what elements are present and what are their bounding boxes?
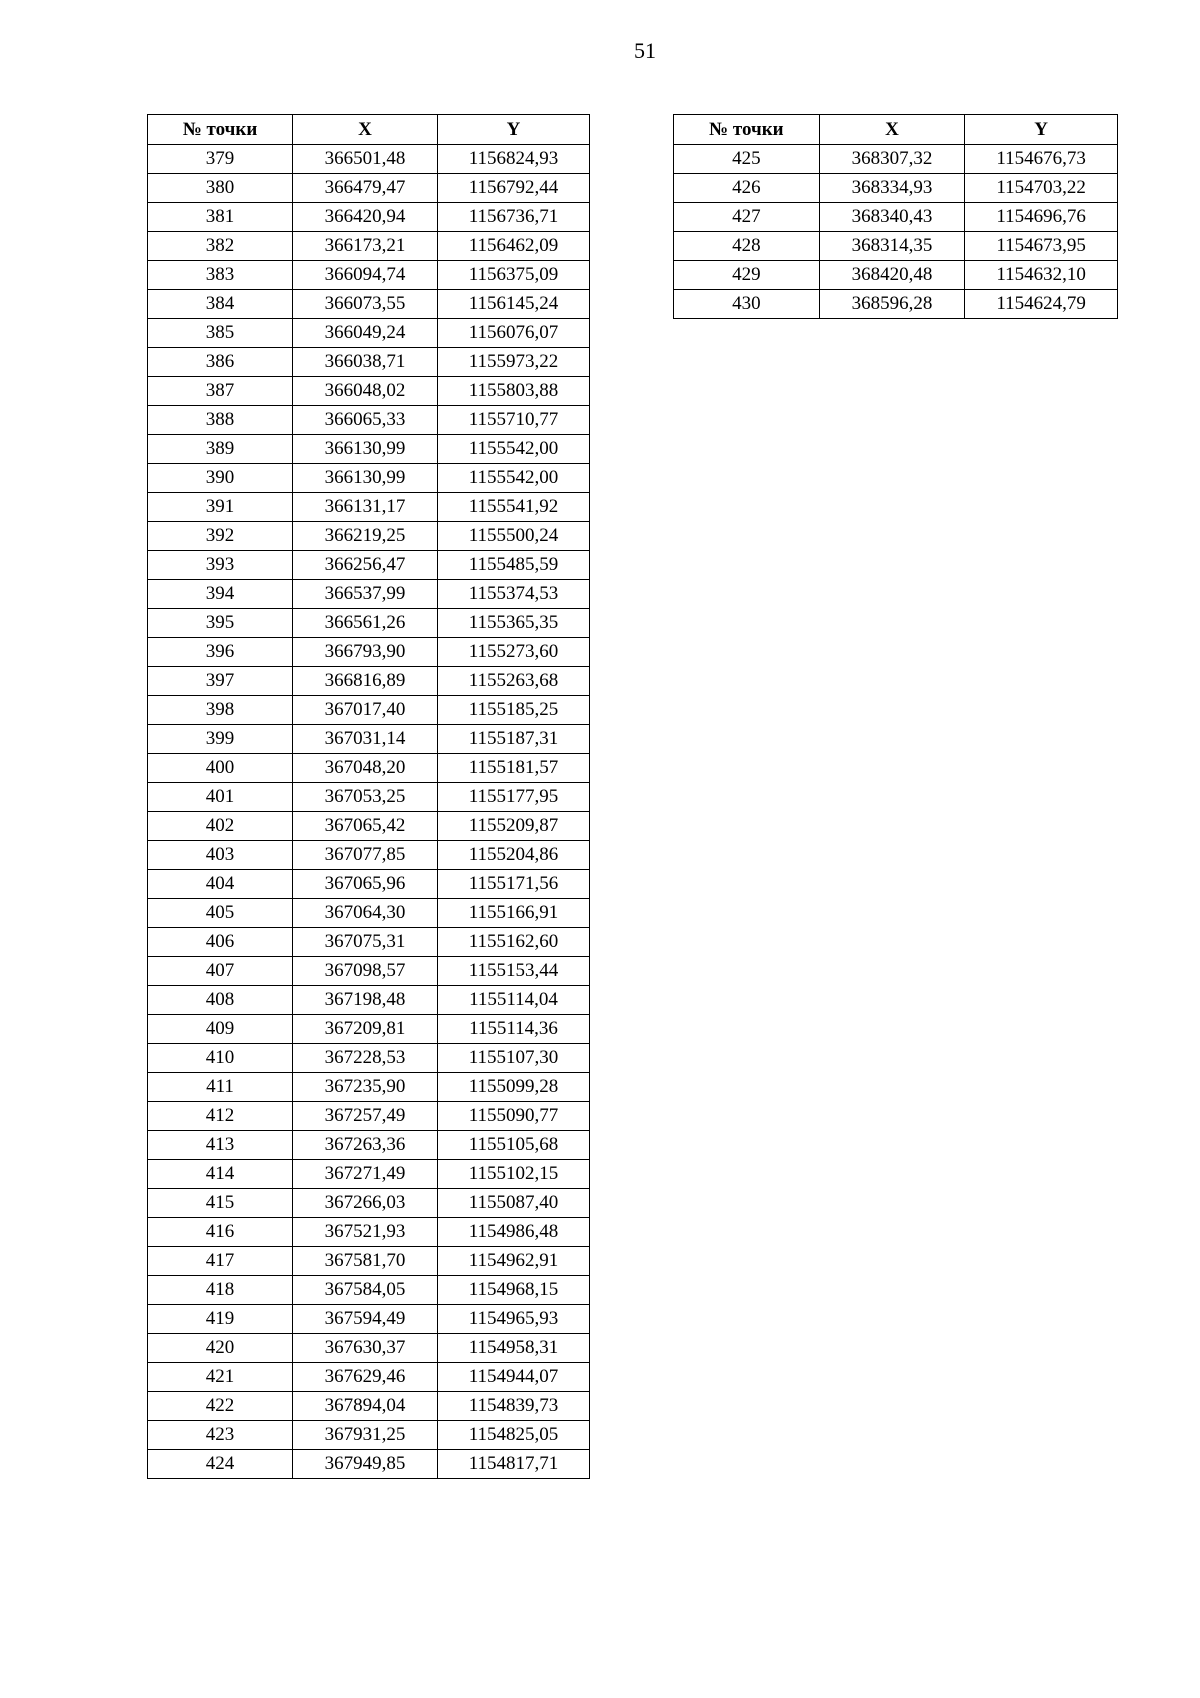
table-row [148,435,590,464]
cell-point-number: 409 [148,1015,293,1044]
table-row [148,841,590,870]
column-header-y: Y [438,115,590,145]
cell-x: 367017,40 [293,696,438,725]
cell-y: 1156076,07 [438,319,590,348]
cell-x: 367584,05 [293,1276,438,1305]
table-row [148,986,590,1015]
cell-y: 1154958,31 [438,1334,590,1363]
table-row [148,1102,590,1131]
table-row [148,725,590,754]
cell-y: 1154703,22 [965,174,1118,203]
column-header-x: X [819,115,965,145]
table-row [148,696,590,725]
cell-x: 367949,85 [293,1450,438,1479]
coordinates-table-right-body [674,145,1118,319]
table-row [148,1131,590,1160]
cell-point-number: 392 [148,522,293,551]
coordinates-table-left-body [148,145,590,1479]
cell-x: 366793,90 [293,638,438,667]
cell-y: 1154632,10 [965,261,1118,290]
cell-y: 1155153,44 [438,957,590,986]
cell-x: 367065,42 [293,812,438,841]
cell-y: 1155803,88 [438,377,590,406]
cell-x: 367271,49 [293,1160,438,1189]
table-row [148,1421,590,1450]
cell-point-number: 428 [674,232,820,261]
cell-point-number: 402 [148,812,293,841]
column-header-point: № точки [674,115,820,145]
cell-y: 1155087,40 [438,1189,590,1218]
cell-x: 367629,46 [293,1363,438,1392]
cell-x: 366173,21 [293,232,438,261]
cell-y: 1155166,91 [438,899,590,928]
cell-point-number: 416 [148,1218,293,1247]
cell-point-number: 404 [148,870,293,899]
cell-y: 1155973,22 [438,348,590,377]
cell-x: 366130,99 [293,464,438,493]
table-row [148,812,590,841]
cell-y: 1155107,30 [438,1044,590,1073]
cell-y: 1155102,15 [438,1160,590,1189]
table-row [674,261,1118,290]
cell-point-number: 411 [148,1073,293,1102]
cell-x: 366049,24 [293,319,438,348]
cell-y: 1155710,77 [438,406,590,435]
column-header-y: Y [965,115,1118,145]
cell-point-number: 403 [148,841,293,870]
cell-point-number: 380 [148,174,293,203]
cell-point-number: 393 [148,551,293,580]
cell-x: 367077,85 [293,841,438,870]
table-row [148,1189,590,1218]
cell-x: 367209,81 [293,1015,438,1044]
table-row [148,783,590,812]
table-row [148,261,590,290]
cell-x: 366219,25 [293,522,438,551]
cell-point-number: 384 [148,290,293,319]
cell-y: 1155500,24 [438,522,590,551]
cell-point-number: 423 [148,1421,293,1450]
table-row [148,1044,590,1073]
cell-y: 1155541,92 [438,493,590,522]
table-row [148,754,590,783]
cell-point-number: 425 [674,145,820,174]
cell-x: 368314,35 [819,232,965,261]
cell-x: 367266,03 [293,1189,438,1218]
cell-point-number: 424 [148,1450,293,1479]
cell-x: 367228,53 [293,1044,438,1073]
cell-point-number: 417 [148,1247,293,1276]
cell-point-number: 413 [148,1131,293,1160]
cell-x: 366501,48 [293,145,438,174]
cell-y: 1155181,57 [438,754,590,783]
table-row [148,1015,590,1044]
table-row [148,522,590,551]
table-row [148,667,590,696]
cell-point-number: 397 [148,667,293,696]
cell-x: 367894,04 [293,1392,438,1421]
cell-point-number: 427 [674,203,820,232]
page-number: 51 [634,38,656,63]
cell-x: 367630,37 [293,1334,438,1363]
cell-x: 367064,30 [293,899,438,928]
table-row [148,1218,590,1247]
table-row [148,348,590,377]
coordinates-table-left [147,114,590,1479]
table-row [148,319,590,348]
table-row [148,609,590,638]
cell-y: 1155542,00 [438,435,590,464]
cell-y: 1155114,36 [438,1015,590,1044]
cell-y: 1155187,31 [438,725,590,754]
cell-x: 367235,90 [293,1073,438,1102]
table-row [674,290,1118,319]
cell-point-number: 386 [148,348,293,377]
table-row [148,957,590,986]
cell-x: 368340,43 [819,203,965,232]
cell-point-number: 429 [674,261,820,290]
cell-y: 1154962,91 [438,1247,590,1276]
cell-y: 1154817,71 [438,1450,590,1479]
cell-x: 367098,57 [293,957,438,986]
cell-point-number: 422 [148,1392,293,1421]
cell-y: 1155273,60 [438,638,590,667]
cell-y: 1155485,59 [438,551,590,580]
table-row [674,145,1118,174]
table-row [674,174,1118,203]
cell-x: 367257,49 [293,1102,438,1131]
table-row [148,1450,590,1479]
cell-x: 367263,36 [293,1131,438,1160]
cell-x: 366537,99 [293,580,438,609]
cell-y: 1156824,93 [438,145,590,174]
cell-y: 1154839,73 [438,1392,590,1421]
cell-x: 367594,49 [293,1305,438,1334]
cell-point-number: 421 [148,1363,293,1392]
cell-point-number: 381 [148,203,293,232]
cell-y: 1156462,09 [438,232,590,261]
cell-point-number: 412 [148,1102,293,1131]
table-row [148,464,590,493]
cell-y: 1155099,28 [438,1073,590,1102]
cell-point-number: 407 [148,957,293,986]
cell-point-number: 418 [148,1276,293,1305]
cell-point-number: 405 [148,899,293,928]
table-header-row [674,115,1118,145]
cell-point-number: 426 [674,174,820,203]
cell-point-number: 387 [148,377,293,406]
cell-point-number: 410 [148,1044,293,1073]
table-row [148,1276,590,1305]
cell-x: 367031,14 [293,725,438,754]
cell-point-number: 383 [148,261,293,290]
cell-point-number: 414 [148,1160,293,1189]
cell-y: 1155209,87 [438,812,590,841]
table-row [674,203,1118,232]
cell-point-number: 401 [148,783,293,812]
cell-y: 1155090,77 [438,1102,590,1131]
cell-x: 366561,26 [293,609,438,638]
cell-y: 1156792,44 [438,174,590,203]
cell-x: 367048,20 [293,754,438,783]
cell-y: 1155204,86 [438,841,590,870]
cell-point-number: 390 [148,464,293,493]
cell-y: 1154968,15 [438,1276,590,1305]
cell-y: 1155185,25 [438,696,590,725]
cell-x: 366073,55 [293,290,438,319]
table-row [148,1334,590,1363]
cell-point-number: 394 [148,580,293,609]
cell-x: 367075,31 [293,928,438,957]
table-row [148,377,590,406]
cell-y: 1154825,05 [438,1421,590,1450]
cell-x: 367065,96 [293,870,438,899]
table-row [148,145,590,174]
cell-y: 1154944,07 [438,1363,590,1392]
cell-x: 366420,94 [293,203,438,232]
cell-x: 368420,48 [819,261,965,290]
cell-point-number: 415 [148,1189,293,1218]
cell-x: 366065,33 [293,406,438,435]
cell-point-number: 398 [148,696,293,725]
cell-point-number: 420 [148,1334,293,1363]
cell-point-number: 406 [148,928,293,957]
cell-point-number: 379 [148,145,293,174]
cell-point-number: 385 [148,319,293,348]
table-row [674,232,1118,261]
cell-point-number: 419 [148,1305,293,1334]
table-row [148,1392,590,1421]
column-header-x: X [293,115,438,145]
cell-y: 1155171,56 [438,870,590,899]
cell-y: 1155542,00 [438,464,590,493]
cell-y: 1156375,09 [438,261,590,290]
cell-x: 366130,99 [293,435,438,464]
cell-x: 367931,25 [293,1421,438,1450]
cell-x: 367198,48 [293,986,438,1015]
table-row [148,638,590,667]
cell-y: 1155105,68 [438,1131,590,1160]
table-row [148,232,590,261]
cell-x: 366048,02 [293,377,438,406]
table-row [148,899,590,928]
cell-point-number: 408 [148,986,293,1015]
cell-y: 1155263,68 [438,667,590,696]
cell-x: 367581,70 [293,1247,438,1276]
table-row [148,203,590,232]
table-row [148,290,590,319]
cell-x: 367521,93 [293,1218,438,1247]
cell-y: 1154986,48 [438,1218,590,1247]
cell-point-number: 430 [674,290,820,319]
cell-point-number: 400 [148,754,293,783]
cell-y: 1154965,93 [438,1305,590,1334]
cell-x: 366479,47 [293,174,438,203]
cell-point-number: 395 [148,609,293,638]
table-row [148,928,590,957]
cell-x: 366816,89 [293,667,438,696]
table-row [148,551,590,580]
cell-x: 368596,28 [819,290,965,319]
table-row [148,870,590,899]
coordinates-table-right [673,114,1118,319]
cell-point-number: 382 [148,232,293,261]
table-row [148,1305,590,1334]
cell-point-number: 388 [148,406,293,435]
cell-y: 1155114,04 [438,986,590,1015]
cell-x: 368334,93 [819,174,965,203]
cell-x: 368307,32 [819,145,965,174]
table-row [148,1363,590,1392]
cell-y: 1155177,95 [438,783,590,812]
cell-y: 1154624,79 [965,290,1118,319]
cell-y: 1154673,95 [965,232,1118,261]
cell-y: 1156736,71 [438,203,590,232]
table-row [148,1247,590,1276]
cell-x: 366094,74 [293,261,438,290]
cell-y: 1154676,73 [965,145,1118,174]
table-row [148,580,590,609]
table-row [148,1160,590,1189]
cell-y: 1156145,24 [438,290,590,319]
cell-point-number: 391 [148,493,293,522]
cell-x: 367053,25 [293,783,438,812]
cell-y: 1155162,60 [438,928,590,957]
table-row [148,174,590,203]
table-row [148,406,590,435]
cell-y: 1154696,76 [965,203,1118,232]
cell-x: 366131,17 [293,493,438,522]
cell-y: 1155365,35 [438,609,590,638]
cell-point-number: 396 [148,638,293,667]
table-header-row [148,115,590,145]
table-row [148,493,590,522]
table-row [148,1073,590,1102]
cell-y: 1155374,53 [438,580,590,609]
cell-point-number: 399 [148,725,293,754]
column-header-point: № точки [148,115,293,145]
cell-point-number: 389 [148,435,293,464]
cell-x: 366038,71 [293,348,438,377]
cell-x: 366256,47 [293,551,438,580]
